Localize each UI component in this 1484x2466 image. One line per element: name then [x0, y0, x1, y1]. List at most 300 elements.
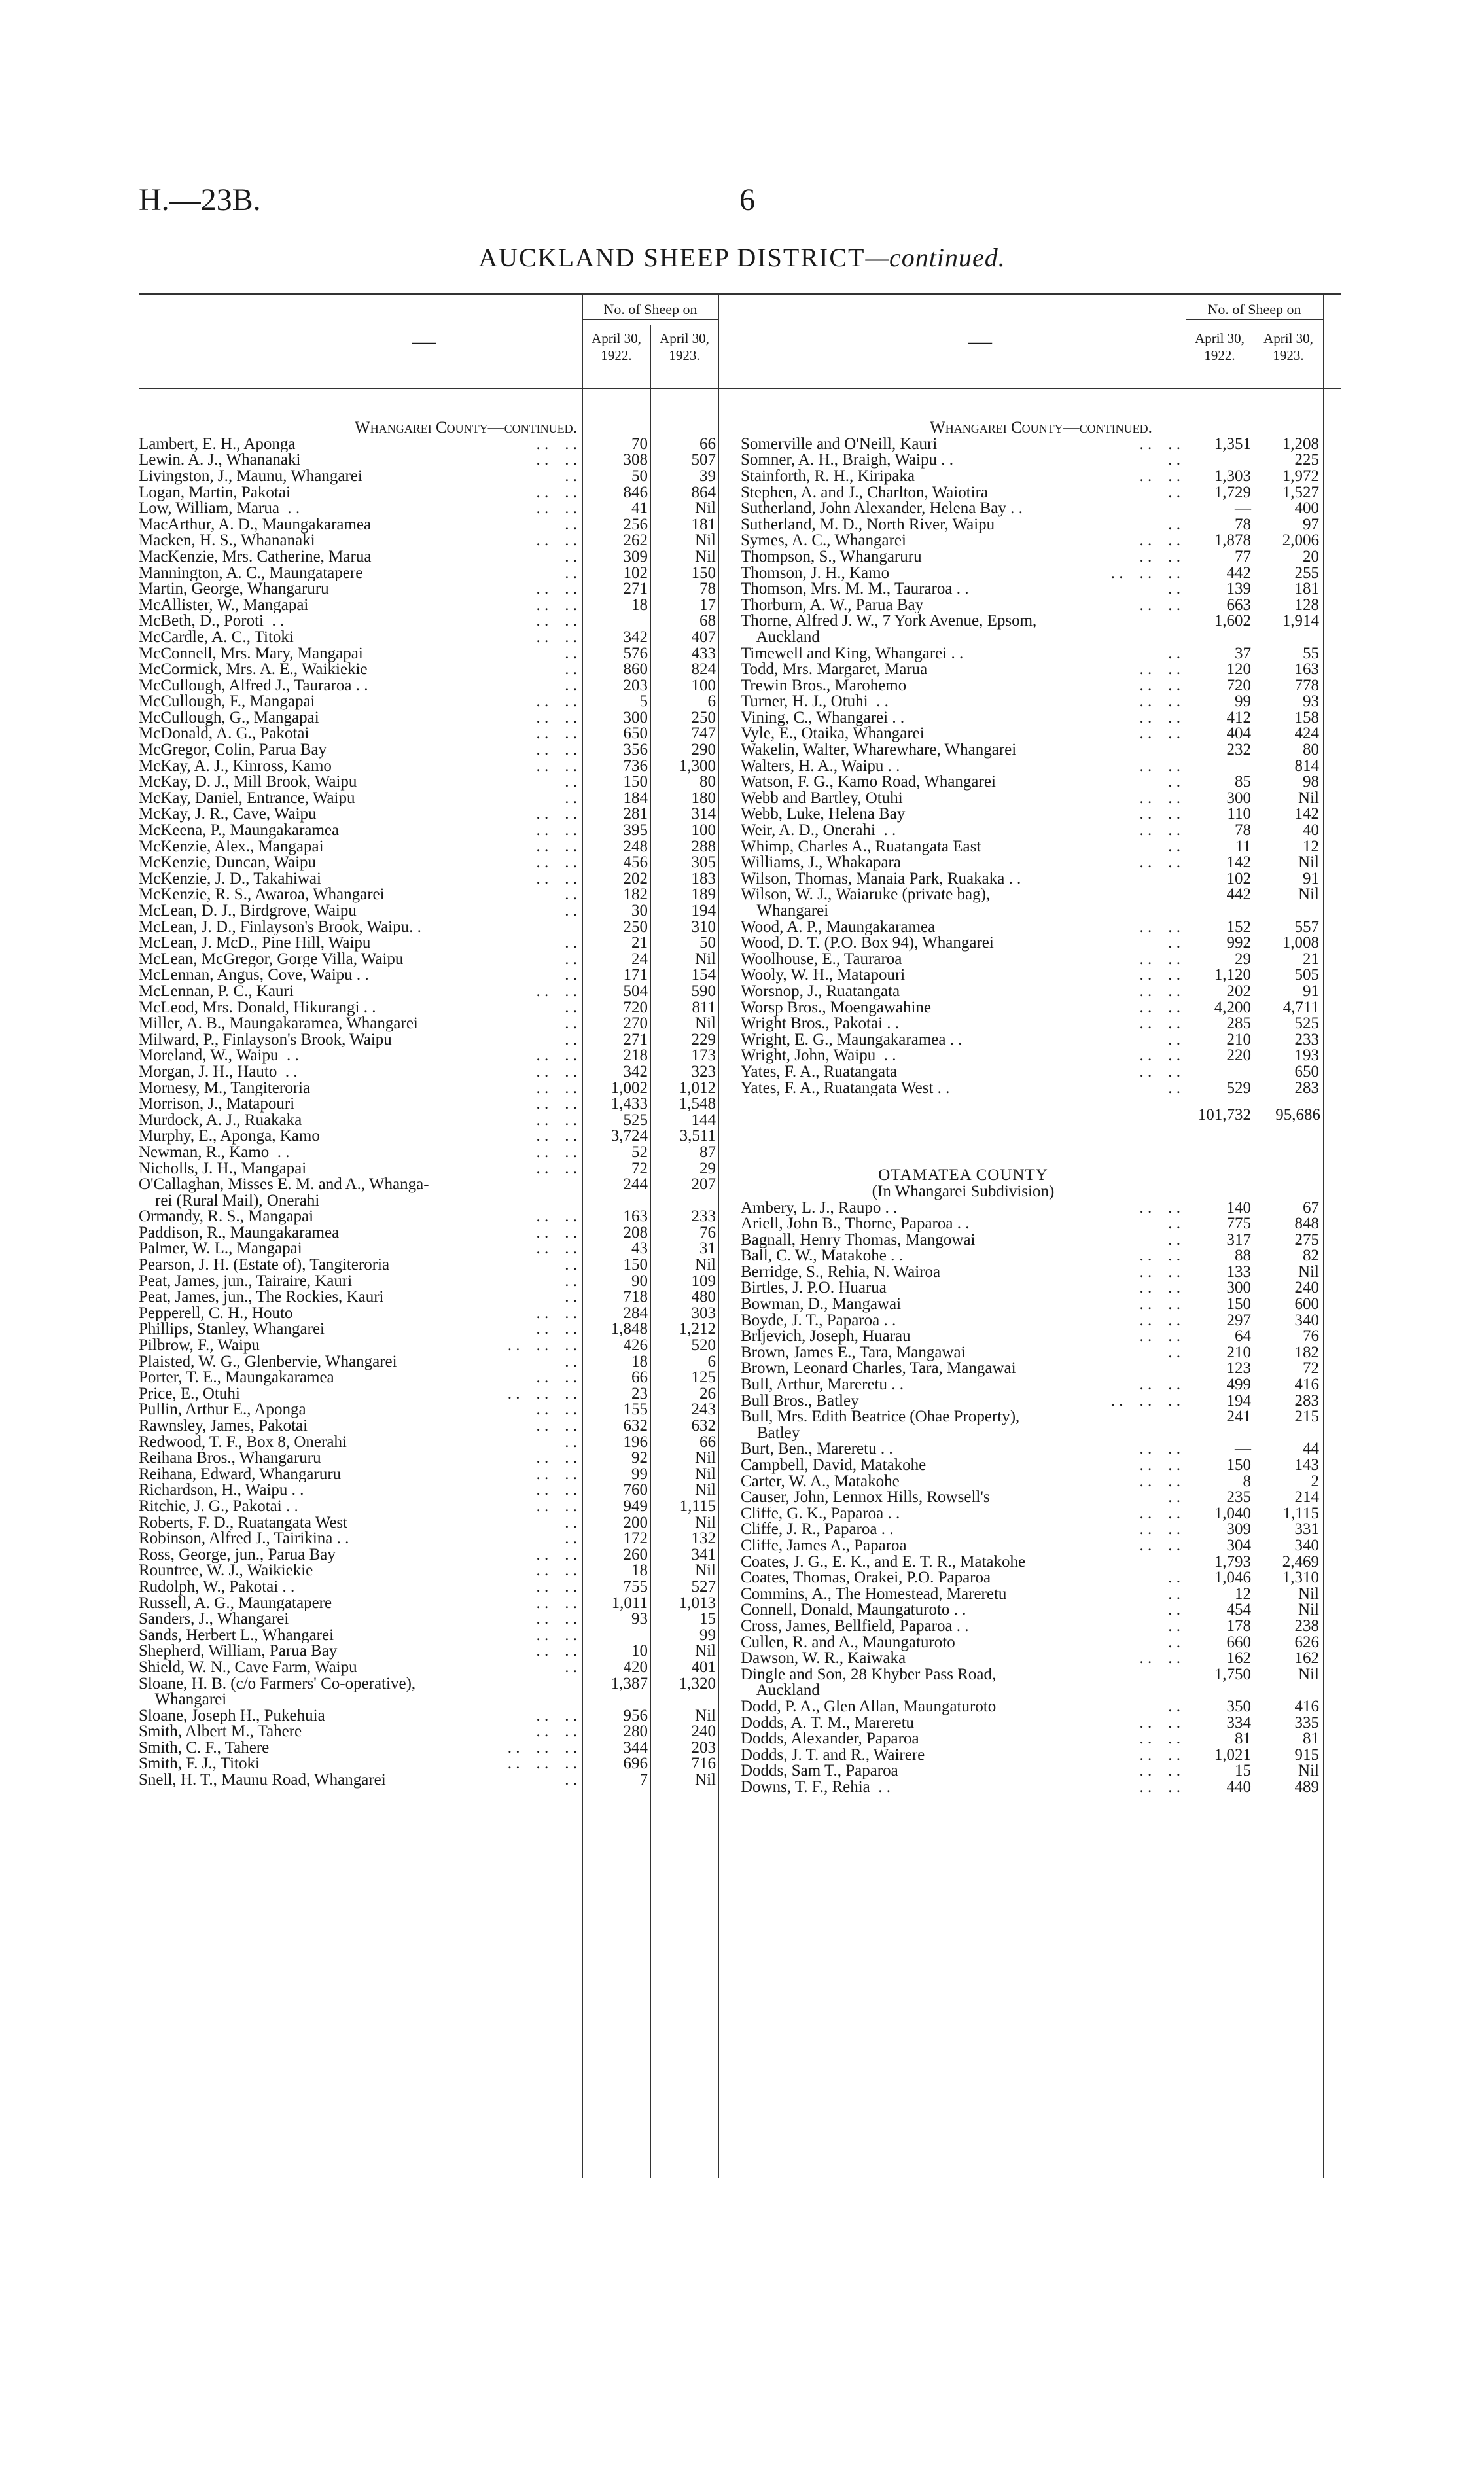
row-leader: . . . .	[1139, 1279, 1180, 1297]
value-1922: 15	[1235, 1762, 1251, 1780]
row-leader: . .	[565, 467, 577, 485]
value-1923: 650	[1294, 1062, 1319, 1081]
row-leader: . . . .	[1139, 724, 1180, 743]
value-1922: 43	[631, 1240, 648, 1258]
value-1922: 949	[623, 1497, 648, 1515]
row-name: Nicholls, J. H., Mangapai	[139, 1160, 307, 1177]
table-row	[139, 1177, 793, 1193]
value-1922: 1,387	[610, 1674, 648, 1692]
value-1923: 214	[1294, 1488, 1319, 1507]
row-leader: . .	[1168, 483, 1180, 501]
value-1922: —	[1235, 499, 1251, 518]
year-1923-line1: April 30,	[660, 331, 709, 346]
table-row	[139, 935, 793, 952]
row-leader: . . . .	[1139, 531, 1180, 550]
value-1922: 1,750	[1214, 1665, 1251, 1683]
value-1922: 456	[623, 853, 648, 872]
value-1923: 1,300	[679, 757, 716, 775]
table-row	[139, 646, 793, 662]
row-name: Bull Bros., Batley	[741, 1393, 859, 1410]
row-name: Sutherland, John Alexander, Helena Bay . .	[741, 501, 1023, 517]
table-row	[741, 1441, 1341, 1457]
value-1923: 400	[1294, 499, 1319, 518]
row-leader: . . . .	[1139, 1311, 1180, 1329]
value-1923: Nil	[1298, 1601, 1319, 1619]
value-1922: 235	[1226, 1488, 1251, 1507]
row-name: McLean, J. D., Finlayson's Brook, Waipu. .	[139, 919, 421, 936]
table-row	[139, 517, 793, 533]
row-leader: . . . .	[1139, 1376, 1180, 1394]
row-name: Somerville and O'Neill, Kauri	[741, 436, 938, 453]
value-1923: 1,012	[679, 1079, 716, 1097]
row-leader: . .	[1168, 1584, 1180, 1603]
row-leader: . .	[1168, 837, 1180, 855]
value-1923: 433	[691, 644, 716, 662]
row-name: Sanders, J., Whangarei	[139, 1611, 289, 1628]
table-row	[139, 1113, 793, 1129]
row-leader: . .	[1168, 1343, 1180, 1361]
value-1922: 1,002	[610, 1079, 648, 1097]
value-1922: 163	[623, 1207, 648, 1226]
row-name: Batley	[741, 1425, 800, 1442]
row-leader: . . . .	[1139, 596, 1180, 614]
otamatea-heading: OTAMATEA COUNTY	[878, 1166, 1048, 1185]
value-1923: 1,310	[1282, 1569, 1319, 1587]
table-row	[741, 1618, 1341, 1635]
table-row	[139, 1724, 793, 1740]
row-leader: . . . .	[536, 805, 577, 823]
row-leader: . . . .	[536, 821, 577, 840]
row-leader: . .	[565, 515, 577, 533]
value-1922: 78	[1235, 515, 1251, 533]
row-name: Wakelin, Walter, Wharewhare, Whangarei	[741, 742, 1017, 759]
value-1922: 202	[623, 869, 648, 887]
value-1923: 76	[1303, 1327, 1319, 1346]
value-1922: 454	[1226, 1601, 1251, 1619]
row-leader: . .	[1168, 1633, 1180, 1651]
table-row	[741, 806, 1341, 823]
row-leader: . . . .	[536, 1127, 577, 1145]
otamatea-subheading: (In Whangarei Subdivision)	[872, 1182, 1055, 1200]
row-name: Newman, R., Kamo . .	[139, 1144, 290, 1161]
value-1923: 340	[1294, 1536, 1319, 1554]
value-1923: 93	[1303, 692, 1319, 711]
right-rows	[741, 437, 1341, 1096]
table-row	[139, 630, 793, 646]
row-name: Cliffe, J. R., Paparoa . .	[741, 1522, 894, 1538]
value-1923: 525	[1294, 1014, 1319, 1033]
row-leader: . . . .	[536, 596, 577, 614]
row-leader: . . . .	[536, 1304, 577, 1322]
row-name: McKay, D. J., Mill Brook, Waipu	[139, 774, 357, 791]
table-row	[139, 1563, 793, 1579]
table-row	[139, 710, 793, 726]
row-leader: . .	[1168, 1215, 1180, 1233]
value-1923: 401	[691, 1658, 716, 1676]
row-name: Dodds, J. T. and R., Wairere	[741, 1747, 925, 1764]
row-leader: . . . .	[536, 612, 577, 630]
value-1922: 218	[623, 1046, 648, 1065]
row-name: Mornesy, M., Tangiteroria	[139, 1080, 311, 1097]
row-leader: . . . .	[536, 1562, 577, 1580]
value-1923: Nil	[695, 950, 716, 968]
row-leader: . . . .	[1139, 1014, 1180, 1033]
row-name: Palmer, W. L., Mangapai	[139, 1241, 302, 1258]
row-name: Watson, F. G., Kamo Road, Whangarei	[741, 774, 996, 791]
value-1923: 1,208	[1282, 435, 1319, 453]
row-name: Brown, James E., Tara, Mangawai	[741, 1344, 966, 1361]
name-column-dash: —	[968, 328, 992, 354]
row-leader: . . . .	[536, 1577, 577, 1596]
table-row	[139, 501, 793, 517]
year-1922-line2: 1922.	[601, 348, 632, 363]
row-leader: . . . .	[536, 1079, 577, 1097]
row-leader: . . . .	[536, 1401, 577, 1419]
value-1922: 304	[1226, 1536, 1251, 1554]
row-leader: . .	[565, 934, 577, 952]
value-1923: 811	[692, 998, 716, 1016]
value-1923: Nil	[1298, 1584, 1319, 1603]
table-row	[741, 1296, 1341, 1313]
table-row	[139, 1596, 793, 1612]
row-name: Campbell, David, Matakohe	[741, 1457, 927, 1474]
table-row	[139, 598, 793, 614]
value-1923: 189	[691, 885, 716, 904]
table-row	[741, 1538, 1341, 1554]
row-name: McKay, J. R., Cave, Waipu	[139, 806, 317, 823]
value-1923: 557	[1294, 918, 1319, 936]
table-row	[741, 1570, 1341, 1586]
value-1923: 3,511	[679, 1127, 716, 1145]
value-1922: 356	[623, 741, 648, 759]
table-row	[741, 1248, 1341, 1264]
value-1923: Nil	[1298, 1762, 1319, 1780]
row-name: Ambery, L. J., Raupo . .	[741, 1200, 898, 1217]
value-1922: 202	[1226, 982, 1251, 1000]
value-1923: 747	[691, 724, 716, 743]
value-1923: 142	[1294, 805, 1319, 823]
row-leader: . . . .	[1139, 1440, 1180, 1458]
value-1923: 240	[1294, 1279, 1319, 1297]
table-row	[741, 662, 1341, 678]
table-row	[741, 887, 1341, 903]
value-1923: 76	[699, 1223, 716, 1242]
table-row	[741, 1635, 1341, 1651]
value-1923: 915	[1294, 1745, 1319, 1764]
otamatea-rows	[741, 1200, 1341, 1796]
table-row	[139, 1145, 793, 1161]
table-row	[139, 1000, 793, 1016]
row-name: Worsnop, J., Ruatangata	[741, 983, 900, 1000]
table-row	[741, 1522, 1341, 1538]
value-1922: 110	[1227, 805, 1251, 823]
spacer	[741, 404, 1341, 421]
row-name: Ball, C. W., Matakohe . .	[741, 1248, 903, 1264]
table-row	[139, 920, 793, 936]
row-leader: . .	[1168, 1617, 1180, 1635]
row-name: Ormandy, R. S., Mangapai	[139, 1209, 314, 1225]
row-name: Logan, Martin, Pakotai	[139, 484, 291, 501]
value-1922: 140	[1226, 1198, 1251, 1217]
value-1923: Nil	[695, 1014, 716, 1033]
value-1922: 171	[623, 966, 648, 984]
table-row	[139, 549, 793, 565]
value-1923: 67	[1303, 1198, 1319, 1217]
value-1922: 64	[1235, 1327, 1251, 1346]
row-leader: . . . .	[1139, 1262, 1180, 1281]
value-1923: 314	[691, 805, 716, 823]
row-leader: . .	[565, 547, 577, 565]
total-row	[741, 1103, 1323, 1123]
row-name: Plaisted, W. G., Glenbervie, Whangarei	[139, 1353, 397, 1370]
row-name: MacArthur, A. D., Maungakaramea	[139, 516, 372, 533]
row-leader: . . . .	[1139, 821, 1180, 840]
row-name: Stainforth, R. H., Kiripaka	[741, 468, 915, 485]
value-1922: 102	[1226, 869, 1251, 887]
value-1923: 243	[691, 1401, 716, 1419]
spacer	[741, 1152, 1341, 1168]
value-1923: 824	[691, 660, 716, 679]
table-row	[139, 1482, 793, 1499]
value-1923: 109	[691, 1272, 716, 1290]
value-1922: 350	[1226, 1697, 1251, 1715]
table-row	[139, 678, 793, 694]
value-1923: Nil	[1298, 789, 1319, 807]
row-name: Miller, A. B., Maungakaramea, Whangarei	[139, 1016, 418, 1032]
value-1922: 24	[631, 950, 648, 968]
row-leader: . .	[565, 1288, 577, 1306]
value-1922: 18	[631, 1562, 648, 1580]
value-1922: 23	[631, 1384, 648, 1403]
value-1923: 12	[1303, 837, 1319, 855]
row-name: Snell, H. T., Maunu Road, Whangarei	[139, 1772, 386, 1789]
value-1923: 1,527	[1282, 483, 1319, 501]
row-name: Wood, A. P., Maungakaramea	[741, 919, 936, 936]
value-1922: 29	[1235, 950, 1251, 968]
value-1922: 150	[623, 1256, 648, 1274]
row-leader: . . . .	[536, 1159, 577, 1177]
value-1923: Nil	[695, 1465, 716, 1483]
value-1922: 262	[623, 531, 648, 550]
value-1922: 88	[1235, 1247, 1251, 1265]
table-row	[139, 1128, 793, 1145]
row-leader: . .	[565, 1433, 577, 1451]
table-row	[139, 1016, 793, 1032]
table-row	[741, 1731, 1341, 1747]
table-row	[741, 1506, 1341, 1522]
table-row	[139, 1306, 793, 1322]
table-row	[741, 469, 1341, 485]
row-leader: . .	[1168, 1569, 1180, 1587]
left-rows	[139, 437, 793, 1789]
row-name: Milward, P., Finlayson's Brook, Waipu	[139, 1031, 392, 1048]
table-row	[741, 1747, 1341, 1764]
row-name: McCullough, F., Mangapai	[139, 694, 315, 710]
value-1922: 99	[631, 1465, 648, 1483]
row-name: Wright Bros., Pakotai . .	[741, 1016, 900, 1032]
value-1923: 80	[699, 773, 716, 791]
row-name: Thorne, Alfred J. W., 7 York Avenue, Epsom,	[741, 613, 1037, 630]
row-name: Woolhouse, E., Tauraroa	[741, 951, 902, 968]
spacer	[741, 1135, 1341, 1152]
table-row	[139, 1032, 793, 1048]
district-title-suffix: —continued.	[865, 243, 1006, 272]
value-1923: 39	[699, 467, 716, 485]
value-1922: 102	[623, 563, 648, 582]
value-1922: 196	[623, 1433, 648, 1451]
row-leader: . . . .	[536, 1481, 577, 1499]
value-1923: 424	[1294, 724, 1319, 743]
row-leader: . .	[1168, 515, 1180, 533]
row-name: Walters, H. A., Waipu . .	[741, 758, 900, 775]
row-name: Turner, H. J., Otuhi . .	[741, 694, 889, 710]
year-1922-header	[582, 326, 650, 384]
row-name: Shield, W. N., Cave Farm, Waipu	[139, 1659, 357, 1676]
value-1922: 1,729	[1214, 483, 1251, 501]
value-1923: Nil	[1298, 1262, 1319, 1281]
value-1922: 760	[623, 1481, 648, 1499]
row-leader: . .	[565, 1256, 577, 1274]
value-1922: 152	[1226, 918, 1251, 936]
table-row	[139, 1660, 793, 1676]
value-1922: 18	[631, 1352, 648, 1370]
table-row	[139, 452, 793, 469]
row-name: Todd, Mrs. Margaret, Marua	[741, 662, 928, 678]
value-1923: Nil	[1298, 885, 1319, 904]
row-name: Yates, F. A., Ruatangata	[741, 1063, 898, 1081]
row-leader: . . . .	[1139, 1520, 1180, 1539]
row-name: Roberts, F. D., Ruatangata West	[139, 1514, 348, 1531]
table-row	[139, 469, 793, 485]
row-leader: . .	[1168, 644, 1180, 662]
row-name: McLeod, Mrs. Donald, Hikurangi . .	[139, 999, 376, 1016]
table-row	[741, 1474, 1341, 1490]
table-row	[139, 1193, 793, 1209]
value-1922: 270	[623, 1014, 648, 1033]
table-row	[741, 1232, 1341, 1249]
table-row	[741, 823, 1341, 839]
row-leader: . . . .	[536, 1095, 577, 1113]
value-1922: 525	[623, 1111, 648, 1129]
table-row	[741, 935, 1341, 952]
table-row	[139, 726, 793, 742]
value-1923: 55	[1303, 644, 1319, 662]
table-row	[741, 452, 1341, 469]
row-leader: . .	[565, 885, 577, 904]
value-1922: 184	[623, 789, 648, 807]
year-1923-header	[1254, 326, 1323, 384]
row-leader: . . . .	[1139, 1295, 1180, 1313]
value-1923: 91	[1303, 982, 1319, 1000]
value-1922: 420	[623, 1658, 648, 1676]
value-1923: 29	[699, 1159, 716, 1177]
row-leader: . . . .	[1139, 982, 1180, 1000]
table-row	[741, 855, 1341, 871]
row-leader: . . . .	[1139, 1713, 1180, 1732]
value-1923: 17	[699, 596, 716, 614]
value-1922: 139	[1226, 580, 1251, 598]
row-name: Brown, Leonard Charles, Tara, Mangawai	[741, 1361, 1016, 1378]
value-1922: 284	[623, 1304, 648, 1322]
row-name: McKenzie, R. S., Awaroa, Whangarei	[139, 887, 385, 903]
row-name: Pilbrow, F., Waipu	[139, 1338, 260, 1354]
value-1922: 504	[623, 982, 648, 1000]
value-1922: 30	[631, 902, 648, 920]
value-1922: 155	[623, 1401, 648, 1419]
table-row	[741, 1699, 1341, 1715]
value-1923: 154	[691, 966, 716, 984]
value-1922: 846	[623, 483, 648, 501]
table-row	[741, 533, 1341, 549]
row-leader: . . . .	[536, 757, 577, 775]
value-1922: 736	[623, 757, 648, 775]
value-1922: 720	[1226, 676, 1251, 694]
row-name: Causer, John, Lennox Hills, Rowsell's	[741, 1490, 990, 1506]
row-name: Dodds, Sam T., Paparoa	[741, 1763, 898, 1779]
value-1922: 150	[1226, 1295, 1251, 1313]
table-row	[741, 549, 1341, 565]
value-1923: 2,469	[1282, 1552, 1319, 1571]
value-1922: 755	[623, 1577, 648, 1596]
row-name: Somner, A. H., Braigh, Waipu . .	[741, 452, 953, 469]
value-1922: 271	[623, 580, 648, 598]
row-leader: . .	[565, 1658, 577, 1676]
row-leader: . . . .	[536, 1465, 577, 1483]
value-1922: 334	[1226, 1713, 1251, 1732]
table-row	[741, 613, 1341, 630]
value-1922: 426	[623, 1336, 648, 1355]
row-leader: . .	[1168, 1697, 1180, 1715]
table-row	[139, 823, 793, 839]
table-row	[139, 662, 793, 678]
row-name: McKenzie, Duncan, Waipu	[139, 855, 317, 871]
table-row	[139, 1756, 793, 1772]
table-row	[139, 613, 793, 630]
row-name: Morrison, J., Matapouri	[139, 1096, 295, 1113]
table-row	[139, 1386, 793, 1403]
table-row	[139, 774, 793, 791]
value-1922: 529	[1226, 1079, 1251, 1097]
value-1923: Nil	[695, 499, 716, 518]
row-name: Boyde, J. T., Paparoa . .	[741, 1312, 896, 1329]
row-name: Wooly, W. H., Matapouri	[741, 967, 906, 984]
row-leader: . .	[565, 950, 577, 968]
table-row	[139, 887, 793, 903]
table-row	[139, 1289, 793, 1306]
row-leader: . .	[1168, 1230, 1180, 1249]
value-1923: 2,006	[1282, 531, 1319, 550]
table-row	[139, 1515, 793, 1531]
value-1922: 285	[1226, 1014, 1251, 1033]
row-leader: . . . .	[1139, 676, 1180, 694]
value-1923: 1,212	[679, 1320, 716, 1338]
value-1923: 144	[691, 1111, 716, 1129]
table-row	[741, 1016, 1341, 1032]
value-1923: 91	[1303, 869, 1319, 887]
row-leader: . . . .	[536, 531, 577, 550]
value-1922: 77	[1235, 547, 1251, 565]
table-row	[139, 1064, 793, 1081]
row-leader: . .	[1168, 1601, 1180, 1619]
row-leader: . .	[1168, 934, 1180, 952]
row-leader: . . . .	[1139, 998, 1180, 1016]
row-name: Downs, T. F., Rehia . .	[741, 1779, 891, 1796]
row-leader: . .	[565, 1771, 577, 1789]
value-1923: 98	[1303, 773, 1319, 791]
row-leader: . .	[1168, 1030, 1180, 1048]
table-row	[741, 678, 1341, 694]
value-1923: 15	[699, 1610, 716, 1628]
